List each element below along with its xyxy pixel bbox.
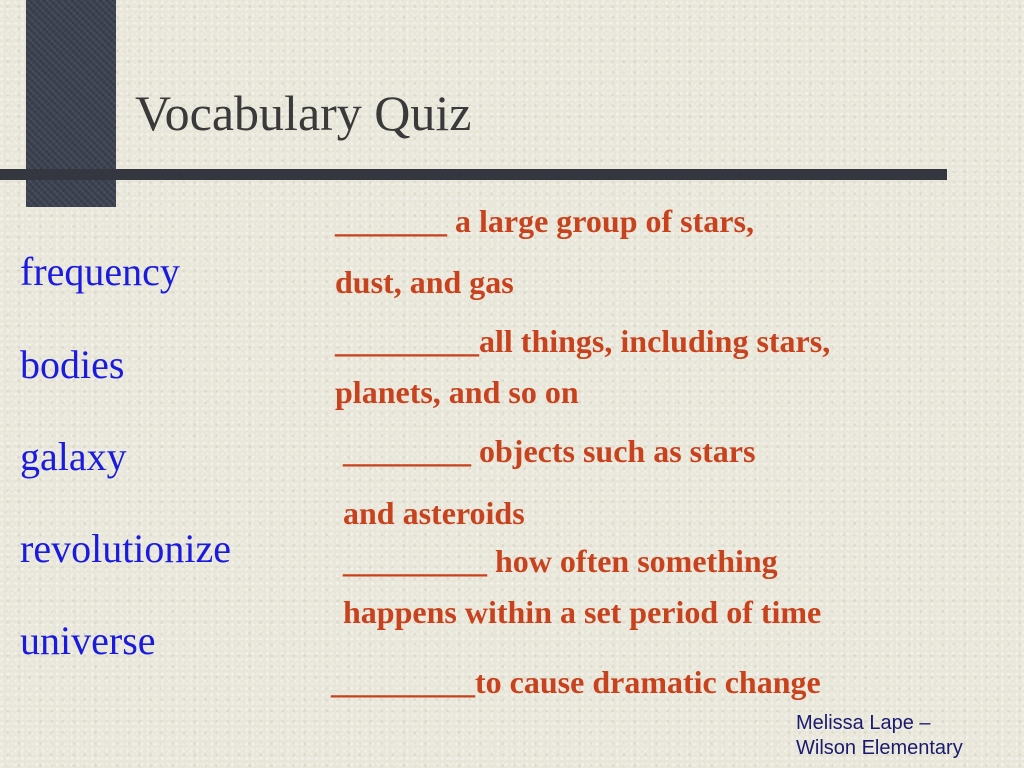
footer-author: Melissa Lape – — [796, 712, 931, 734]
definition-1-line-1: _______ a large group of stars, — [335, 203, 754, 239]
vocab-word-frequency: frequency — [20, 249, 180, 294]
definition-2-line-1: _________all things, including stars, — [335, 323, 831, 359]
footer-school: Wilson Elementary — [796, 737, 963, 759]
footer-credit — [796, 711, 963, 761]
definition-4-line-2: happens within a set period of time — [343, 594, 822, 630]
vocab-word-bodies: bodies — [20, 342, 125, 387]
title-underline-rule — [0, 169, 947, 180]
page-title: Vocabulary Quiz — [135, 85, 472, 141]
vocab-word-revolutionize: revolutionize — [20, 526, 232, 571]
definition-1-line-2: dust, and gas — [335, 264, 514, 300]
definition-5-line-1: _________to cause dramatic change — [331, 664, 821, 700]
vocab-word-universe: universe — [20, 618, 156, 663]
definition-3-line-2: and asteroids — [343, 495, 525, 531]
definition-3-line-1: ________ objects such as stars — [343, 433, 756, 469]
vocab-word-galaxy: galaxy — [20, 434, 127, 479]
definition-4-line-1: _________ how often something — [343, 543, 778, 579]
definition-2-line-2: planets, and so on — [335, 374, 579, 410]
